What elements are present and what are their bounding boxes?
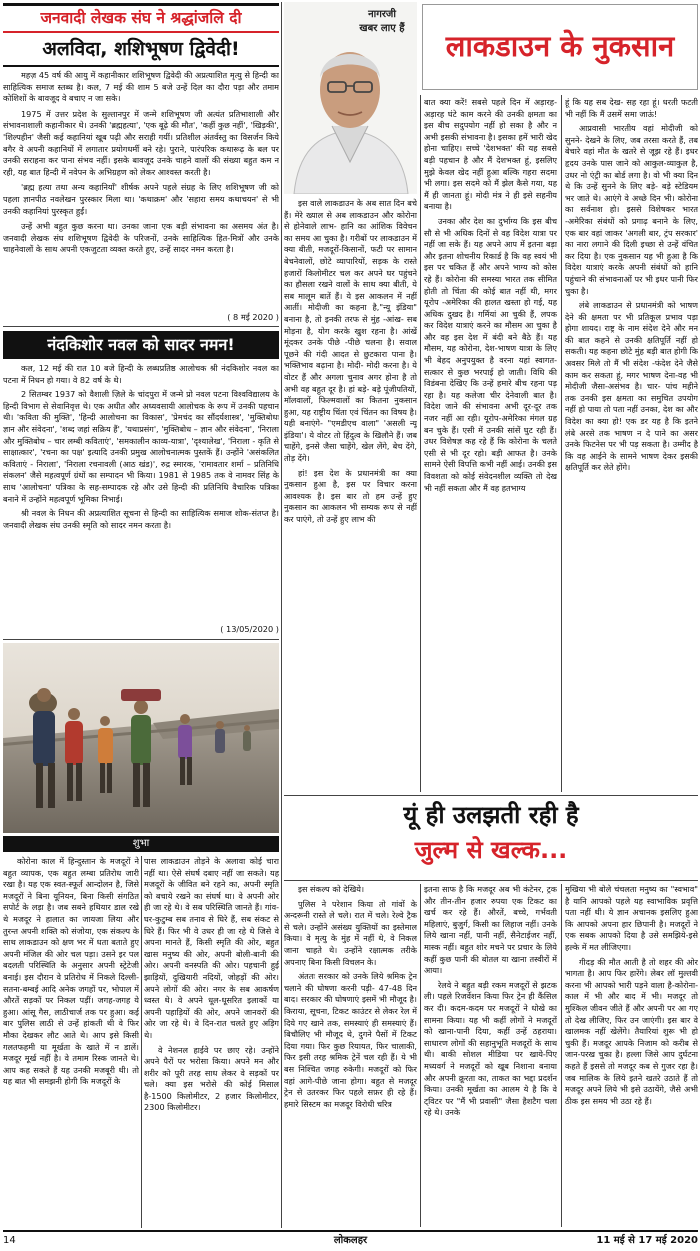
paragraph: इस संकल्प को देखिये।: [298, 884, 365, 894]
paragraph: इतना साफ है कि मजदूर अब भी कंटेनर, ट्रक और तीन-तीन हजार रुपया एक टिकट का खर्च कर रहे हैं। औरतें, बच्चे, गर्भवती महिलाएं, बुजुर्ग, किसी का लिहाज नहीं। उनके लिये खाना नहीं, पानी नहीं, सैनेटाईजर नहीं, मास्क नहीं। बहुत शोर मचने पर प्रचार के लिये कहीं कुछ पानी की बोतल या खाना तस्वीरों में आया।: [424, 884, 557, 976]
paragraph: लंबे लाकडाउन से प्रधानमंत्री को भाषण देने की क्षमता पर भी प्रतिकूल प्रभाव पड़ा होगा शायद। राष्ट्र के नाम संदेश देने और मन की बात कहने से उनकी क्षतिपूर्ति नहीं हो सकती। यह कहना छोटे मुंह बड़ी बात होगी कि अवसर मिले तो मैं भी संदेश -फंदेश देने जैसे काम कर सकता हूं, मगर भाषण देना-वह भी मोदीजी जैसा-असंभव है। चार- पांच महीने तक उनकी इस क्षमता का समुचित उपयोग नहीं हो पाया तो पता नहीं उनका, देश का और विदेश का क्या हो! एक डर यह है कि इतने लंबे अरसे तक भाषण न दे पाने का असर उनके फिटनेस पर भी पड़ सकता है। उम्मीद है कि वह आईने के सामने भाषण देकर इसकी क्षतिपूर्ति कर लेते होंगे।: [565, 300, 698, 473]
issue-date: 11 मई से 17 मई 2020: [596, 1235, 698, 1246]
article-column: [144, 856, 279, 1228]
paragraph: 2 सितम्बर 1937 को वैशाली ज़िले के चांदपुरा में जन्मे प्रो नवल पटना विश्वविद्यालय के हिन्दी विभाग से सेवानिवृत्त थे। एक अधीत और अध्यवसायी आलोचक के रूप में उनकी पहचान थी। 'कविता की मुक्ति', 'हिन्दी आलोचना का विकास', 'प्रेमचंद का सौंदर्यशास्त्र', 'मुक्तिबोधः ज्ञान और संवेदना', 'शब्द जहां सक्रिय हैं', 'यथाप्रसंग', 'मुक्तिबोध – ज्ञान और संवेदना', 'निराला और मुक्तिबोध – चार लम्बी कविताएं', 'समकालीन काव्य-यात्रा', 'दृश्यालेख', 'निराला - कृति से साक्षात्कार', 'रचना का पक्ष' इत्यादि उनकी प्रमुख आलोचनात्मक पुस्तकें हैं। उन्होंने 'असंकलित कविताएं - निराला', 'निराला रचनावली (आठ खंड)', रुद्र स्मारक, 'रामावतार शर्मा – प्रतिनिधि संकलन' जैसे महत्वपूर्ण ग्रंथों का सम्पादन भी किया। 1981 से 1985 तक वे नामवर सिंह के साथ 'आलोचना' पत्रिका के सह-सम्पादक रहे और उसे हिन्दी की प्रतिनिधि वैचारिक पत्रिका बनाने में उन्होंने महत्वपूर्ण भूमिका निभाई।: [3, 389, 279, 504]
paragraph: मुखिया भी बोले चंचलता मनुष्य का "स्वभाव" है यानि आपको पहले यह स्वाभाविक प्रवृत्ति पता नहीं थी। ये ज्ञान अचानक इसलिए हुआ कि आपको अपना हार छिपानी है। मजदूरों ने एक सबक आपको दिया है उसे समझिये-इसे हल्के में मत लीजिएगा।: [565, 884, 698, 952]
column-divider: [141, 856, 142, 1228]
paragraph: 1975 में उत्तर प्रदेश के सुल्तानपुर में जन्मे शशिभूषण जी अत्यंत प्रतिभाशाली और संभावनाशाली कहानीकार थे। उनकी 'ब्रह्महत्या', 'एक बूढ़े की मौत', 'कहीं कुछ नहीं', 'खिड़की', 'शिल्पहीन' जैसी कई कहानियां खूब पढ़ी और सराही गयीं। प्रतिशील अंतर्वस्तु का विसर्जन किये बगैर वे अपनी कहानियों में लगातार प्रयोगधर्मी बने रहे। पुराने, पारंपरिक कथारूढ़ के बल पर उनकी सराहना कर पाना संभव नहीं। इसके बावजूद उनके चाहने वालों की संख्या बहुत कम न रही, यह बात हिन्दी में नवेपन के अभिग्रहण को लेकर आश्वस्त करती है।: [3, 108, 279, 177]
article-body: [3, 363, 279, 624]
paragraph: बात क्या करें! सबसे पहले दिन में अड़ारह-अड़ारह घंटे काम करने की उनकी क्षमता का इस बीच सदुपयोग नहीं हो सका है और न अभी इसकी संभावना है। इसका हमें भारी खेद होना चाहिए। सच्चे 'देशभक्त' की यह सबसे बड़ी पहचान है और मैं देशभक्त हूं, इसलिए मुझे केवल खेद नहीं हुआ बल्कि गहरा सदमा भी लगा। इस सदमे को मैं झेल कैसे गया, यह मैं ही जानता हूं। मोदी मंत्र ने ही इसे सहनीय बनाया है।: [424, 97, 557, 212]
article-kicker: जनवादी लेखक संघ ने श्रद्धांजलि दी: [40, 9, 242, 27]
column-label-line: नागरजी: [368, 9, 396, 20]
paragraph: गीदड़ की मौत आती है तो शहर की ओर भागता है। आप फिर हारेंगे। लेबर लॉ मुल्तवी करना भी आपको भारी पड़ने वाला है-कोरोना-काल में भी और बाद में भी। मजदूर तो मुश्किल जीवन जीते हैं और अपनी पर आ गए तो देख लीजिए, फिर उन जाएंगी। इस बार वे खालमक नहीं खेलेंगे। तैयारियां शुरू भी हो चुकी हैं। मजदूर आपके निजाम को करीब से जान-परख चुका है। हल्ला जिसे आप दुर्घटना कहते हैं इससे तो मजदूर कब से गुजर रहा है। जब मालिक के लिये इतने खतरे उठाते हैं तो मजदूर अपने लिये भी इसे उठायेंगे, जैसे अभी ठीक इस समय भी उठा रहे हैं।: [565, 956, 698, 1106]
footer-rule: [3, 1230, 698, 1232]
headline-box: [422, 4, 698, 90]
page-number: 14: [3, 1235, 16, 1246]
paragraph: उनका और देश का दुर्भाग्य कि इस बीच सौ से भी अधिक दिनों से वह विदेश यात्रा पर नहीं जा सके हैं। यह अपने आप में इतना बड़ा और इतना शोचनीय रिकार्ड है कि वह स्वयं भी इस पर चकित हैं और अपने भाग्य को कोस रहे हैं। कोरोना की समस्या भारत तक सीमित होती तो चिंता की कोई बात नहीं थी, मगर यूरोप -अमेरिका की हालत खस्ता हो गई, यह अधिक दुखद है। गर्मियां आ चुकी हैं, लपक कर विदेश यात्राएं करने का मौसम आ चुका है और वह इस देश में बंदी बने बैठे हैं। यह मौसम, यह कोरोना, देश-भाषण यात्रा के लिए भी बेहद अनुपयुक्त है वरना यहां स्वागत-सत्कार से कुछ भरपाई हो जाती। विधि की विडंबना देखिए कि उन्हें हमारे बीच रहना पड़ रहा है। यह कलेजा चीर देनेवाली बात है। विदेश जाने की संभावना अभी दूर-दूर तक नजर नहीं आ रही। यूरोप-अमेरिका मंगल ग्रह बन चुके हैं। एसी में उनकी सांसें घुट रही हैं। उधर विशेषज्ञ कह रहे हैं कि कोरोना के चलते एसी से भी दूर रहो। बड़ी आफत है। उनके सामने ऐसी विपत्ति कभी नहीं आई। उनकी इस विवशता को कोई संवेदनशील व्यक्ति तो देख भी नहीं सकता और मैं वह हतभाग्य: [424, 215, 557, 493]
divider: [3, 326, 279, 327]
paragraph: वे नेशनल हाईवे पर छाए रहे। उन्होंने अपने पैरों पर भरोसा किया। अपने मन और शरीर को पूरी तरह साध लेकर वे सड़कों पर चले। क्या इस भरोसे की कोई मिसाल है-1500 किलोमीटर, 2 हजार किलोमीटर, 2300 किलोमीटर।: [144, 1044, 279, 1113]
column-divider: [420, 884, 421, 1227]
article-body: [3, 70, 279, 312]
paragraph: कल, 12 मई की रात 10 बजे हिन्दी के लब्धप्रतिष्ठ आलोचक श्री नंदकिशोर नवल का पटना में निधन हो गया। वे 82 वर्ष के थे।: [3, 363, 279, 385]
article-column: [424, 884, 557, 1227]
article-subheadline: जुल्म से खल्क...: [414, 836, 568, 864]
article-headline: नंदकिशोर नवल को सादर नमन!: [3, 331, 279, 359]
paragraph: रेलवे ने बहुत बड़ी रकम मजदूरों से झटक ली। पहले रिजर्वेशन किया फिर ट्रेन ही कैंसिल कर दी। कदम-कदम पर मजदूरों ने धोखे का सामना किया। यह भी कहीं लोगों ने मजदूरों को खाना-पानी दिया, कहीं उन्हें ठहराया। साधारण लोगों की सहानुभूति मजदूरों के साथ थी। बाकी सोशल मीडिया पर खाये-पिए मध्यवर्ग ने मजदूरों को खूब निशाना बनाया और अपनी क्रूरता का, ताकत का भद्दा प्रदर्शन किया। उनकी मूर्खता का आलम ये है कि वे ट्विटर पर "मैं भी प्रवासी" जैसा हैशटैग चला रहे थे। उनके: [424, 979, 557, 1118]
photo-illustration: [3, 643, 279, 833]
paragraph: कोरोना काल में हिन्दुस्तान के मजदूरों ने बहुत व्यापक, एक बहुत लम्बा प्रतिरोध जारी रखा है। यह एक स्वत-स्फूर्त आन्दोलन है, जिसे मजदूरों ने बिना यूनियन, बिना किसी संगठित सपोर्ट के लड़ा है। जब सबने हथियार डाल रखे थे मजदूर ने हालात का जायजा लिया और तुरन्त अपनी शक्ति को संजोया, एक संकल्प के साथ लाकडाउन को क्षण भर में धता बताते हुए अपनी मंजिल की ओर चल पड़ा। उसने इर पल बदलती परिस्थिति के अनुसार अपनी स्ट्रेटेजी बनाई। इस दौरान वे प्रतिरोध में निकले दिल्ली-सतना-बम्बई आदि अनेक जगहों पर, भोपाल में औरतें सड़कों पर निकल पड़ीं। जगह-जगह ये हुआ। आंसू गैस, लाठीचार्ज तक पर हुआ। कई बार पुलिस लाठी से उन्हें हांकती थी वे फिर मौका देखकर लौट आते थे। आप इसे किसी गलतफहमी या मूर्खता के खाते में न डालें। मजदूर मूर्ख नहीं है। वे तमाम रिस्क जानते थे।आप कह सकते हैं यह उनकी मजबूरी थी। तो यह बात भी समझनी होगी कि मजदूरों के: [3, 856, 139, 1087]
article-column: [424, 97, 557, 790]
column-divider: [561, 884, 562, 1227]
paragraph: 'ब्रह्म हत्या तथा अन्य कहानियाँ' शीर्षक अपने पहले संग्रह के लिए शशिभूषण जी को पहला ज्ञानपीठ नवलेखन पुरस्कार मिला था। 'कथाक्रम' और 'सहारा समय कथाचयन' से भी उनकी कहानियां पुरस्कृत हुईं।: [3, 182, 279, 216]
paragraph: अंततः सरकार को उनके लिये श्रमिक ट्रेन चलाने की घोषणा करनी पड़ी- 47-48 दिन बाद। सरकार की घोषणाएं इसमें भी मौजूद है। किराया, सूचना, टिकट काउंटर से लेकर रेल में दिये गए खाने तक, समस्याएं ही समस्याएं हैं। बिचौलिए भी मौजूद थे, दुगने पैसों में टिकट दिया गया। फिर कुछ रियायत, फिर चालाकी, फिर इसी तरह श्रमिक ट्रेनें चल रही हैं। ये भी बस निश्चित जगह रुकेगी। मजदूरों को फिर वहां आगे-पीछे जाना होगा। बहुत से मजदूर ट्रेन से उतरकर फिर पहले सफ़र ही रहे हैं। हमारे सिस्टम का मजदूर विरोधी चरित्र: [284, 971, 417, 1109]
headline-box: [284, 798, 698, 878]
article-headline: अलविदा, शशिभूषण द्विवेदी!: [42, 38, 240, 60]
headline-box: [3, 31, 279, 67]
article-column: [3, 856, 139, 1228]
paragraph: हां! इस देश के प्रधानमंत्री का क्या नुकसान हुआ है, इस पर विचार करना आवश्यक है। इस बार तो हम उन्हें हुए नुकसान का आकलन भी सम्यक रूप से नहीं कर पाएंगे, तो उन्हें हुए लाभ की: [284, 467, 417, 525]
article-column: [284, 884, 417, 1227]
publication-name: लोकलहर: [333, 1235, 368, 1246]
paragraph: पास लाकडाउन तोड़ने के अलावा कोई चारा नहीं था। ऐसे संघर्ष दबाए नहीं जा सकते। यह मजदूरों के जीवित बने रहने का, अपनी स्मृति को बचाये रखने का संघर्ष था। वे अपनी ओर ही जा रहे थे। वे सब परिस्थिति जानते हैं। गांव-घर-कुटुम्ब सब तनाव से घिरे हैं, सब संकट से घिरे हैं। फिर भी वे उधर ही जा रहे थे जिसे वे अपना मानते हैं, किसी स्मृति की ओर, बहुत खास मनुष्य की ओर, अपनी बोली-बानी की ओर। अपनी वनस्पति की ओर। पहचानी हुई झाड़ियों, दुखियारी नदियों, जोहड़ों की ओर। अपने लोगों की ओर। नगर के सब आकर्षण ध्वस्त थे। वे अपने धूल-धूसरित इलाकों या अपनी पहाड़ियों की ओर, अपने जानवरों की ओर जा रहे थे। वे दिन-रात चलते हुए अड़िग थे।: [144, 856, 279, 1040]
top-rule: [3, 3, 279, 6]
article-date: ( 8 मई 2020 ): [227, 312, 279, 322]
article-headline: लाकडाउन के नुकसान: [445, 29, 675, 63]
divider: [284, 880, 698, 881]
article-date: ( 13/05/2020 ): [220, 624, 279, 634]
article-headline: यूं ही उलझती रही है: [403, 801, 579, 829]
column-label: [348, 8, 416, 36]
paragraph: श्री नवल के निधन की अप्रत्याशित सूचना से हिन्दी का साहित्यिक समाज शोक-संतप्त है। जनवादी लेखक संघ उनकी स्मृति को सादर नमन करता है।: [3, 508, 279, 530]
columnist-portrait: [284, 2, 417, 194]
column-divider: [281, 2, 282, 1228]
page-footer: [3, 1233, 698, 1249]
column-label-line: खबर लाए हैं: [359, 23, 405, 34]
paragraph: हूं कि यह सब देख- सह रहा हूं। धरती फटती भी नहीं कि मैं उसमें समा जाऊं!: [565, 97, 698, 119]
divider: [3, 639, 279, 640]
article-column: [565, 884, 698, 1227]
migrants-photo: [3, 643, 279, 833]
column-divider: [420, 95, 421, 792]
paragraph: आप्रवासी भारतीय वहां मोदीजी को सुनने- देखने के लिए, जब तरसा करते हैं, तब बेचारे वहां मौत के खतरे से जूझ रहे हैं। इधर हृदय उनके पास जाने को आकुल-व्याकुल है, उधर नो एंट्री का बोर्ड लगा है। वो भी क्या दिन थे कि उन्हें सुनने के लिए बड़े- बड़े स्टेडियम भर जाते थे। आएंगे वे अच्छे दिन भी। कोरोना का सर्वनाश हो। इससे विशेषकर भारत -अमेरिका संबंधों को प्रगाढ़ बनाने के लिए, एक बार वहां जाकर 'अगली बार, ट्रंप सरकार' का नारा लगाने की दिली इच्छा से उन्हें वंचित कर दिया है। एक नुकसान यह भी हुआ है कि विदेश यात्राएं करके अपनी संबंधों को हानि पहुंचाने की संभावनाओं पर भी इधर पानी फिर चुका है।: [565, 123, 698, 296]
paragraph: महज़ 45 वर्ष की आयु में कहानीकार शशिभूषण द्विवेदी की अप्रत्याशित मृत्यु से हिन्दी का साहित्यिक समाज स्तब्ध है। कल, 7 मई की शाम 5 बजे उन्हें दिल का दौरा पड़ा और तमाम कोशिशों के बावजूद वे बचाए न जा सके।: [3, 70, 279, 104]
paragraph: उन्हें अभी बहुत कुछ करना था। उनका जाना एक बड़ी संभावना का असमय अंत है। जनवादी लेखक संघ शशिभूषण द्विवेदी के परिजनों, उनके साहित्यिक हित-मित्रों और उनके चाहनेवालों के साथ अपनी एकजुटता व्यक्त करते हुए, उन्हें सादर नमन करता है।: [3, 221, 279, 255]
paragraph: इस वाले लाकडाउन के अब सात दिन बचे हैं। मेरे ख्याल से अब लाकडाउन और कोरोना से होनेवाले लाभ- हानि का आंशिक विवेचन का समय आ चुका है। गरीबों पर लाकडाउन में क्या बीती, मजदूरों-किसानों, फटी पर सामान बेचनेवालों, छोटे व्यापारियों, सड़क के रास्ते हजारों किलोमीटर चल कर अपने घर पहुंचने का हौसला रखने वालों के साथ क्या बीती, ये सब मालूम बातें हैं। ये इस आकलन में नहीं आतीं। मोदीजी का कहना है,"न्यू इंडिया" बनाना है, तो इनकी तरफ से मुंह -आंख- सब मोड़ना है, योग करके खुश रहना है। आंखें मूंदकर उनके पीछे -पीछे चलना है। सवाल पूछने की गंदी आदत से छुटकारा पाना है। भक्तिभाव बढ़ाना है। मोदी- मोदी करना है। ये वोटर हैं और अगला चुनाव अगर होना है तो अभी वह बहुत दूर है। हां बड़े- बड़े पूंजीपतियों, मॉलवालों, फिल्मवालों का कितना नुकसान हुआ, यह राष्ट्रीय चिंता एवं चिंतन का विषय है। यही बनाएंगे- "एमडीएच वाला" 'असली न्यू इंडिया'। ये वोटर तो हिंदुत्व के खिलौने हैं। जब चाहेंगे, इनसे जैसा चाहेंगे, खेल लेंगे, बेच देंगे, तोड़ देंगे।: [284, 198, 417, 464]
column-divider: [561, 95, 562, 792]
paragraph: पुलिस ने परेशान किया तो गांवों के अन्दरूनी रास्ते ले चले। रात में चले। रेल्वे ट्रैक से चले। उन्होंने असंख्य युक्तियों का इस्तेमाल किया। वे मृत्यु के मुंह में नहीं थे, वे निकल जाना चाहते थे। उन्होंने रक्षात्मक तरीके अपनाए बिना किसी विचलन के।: [284, 898, 417, 967]
article-column: [565, 97, 698, 790]
photo-caption: शुभा: [3, 836, 279, 852]
divider: [284, 795, 698, 796]
article-column: [284, 198, 417, 790]
